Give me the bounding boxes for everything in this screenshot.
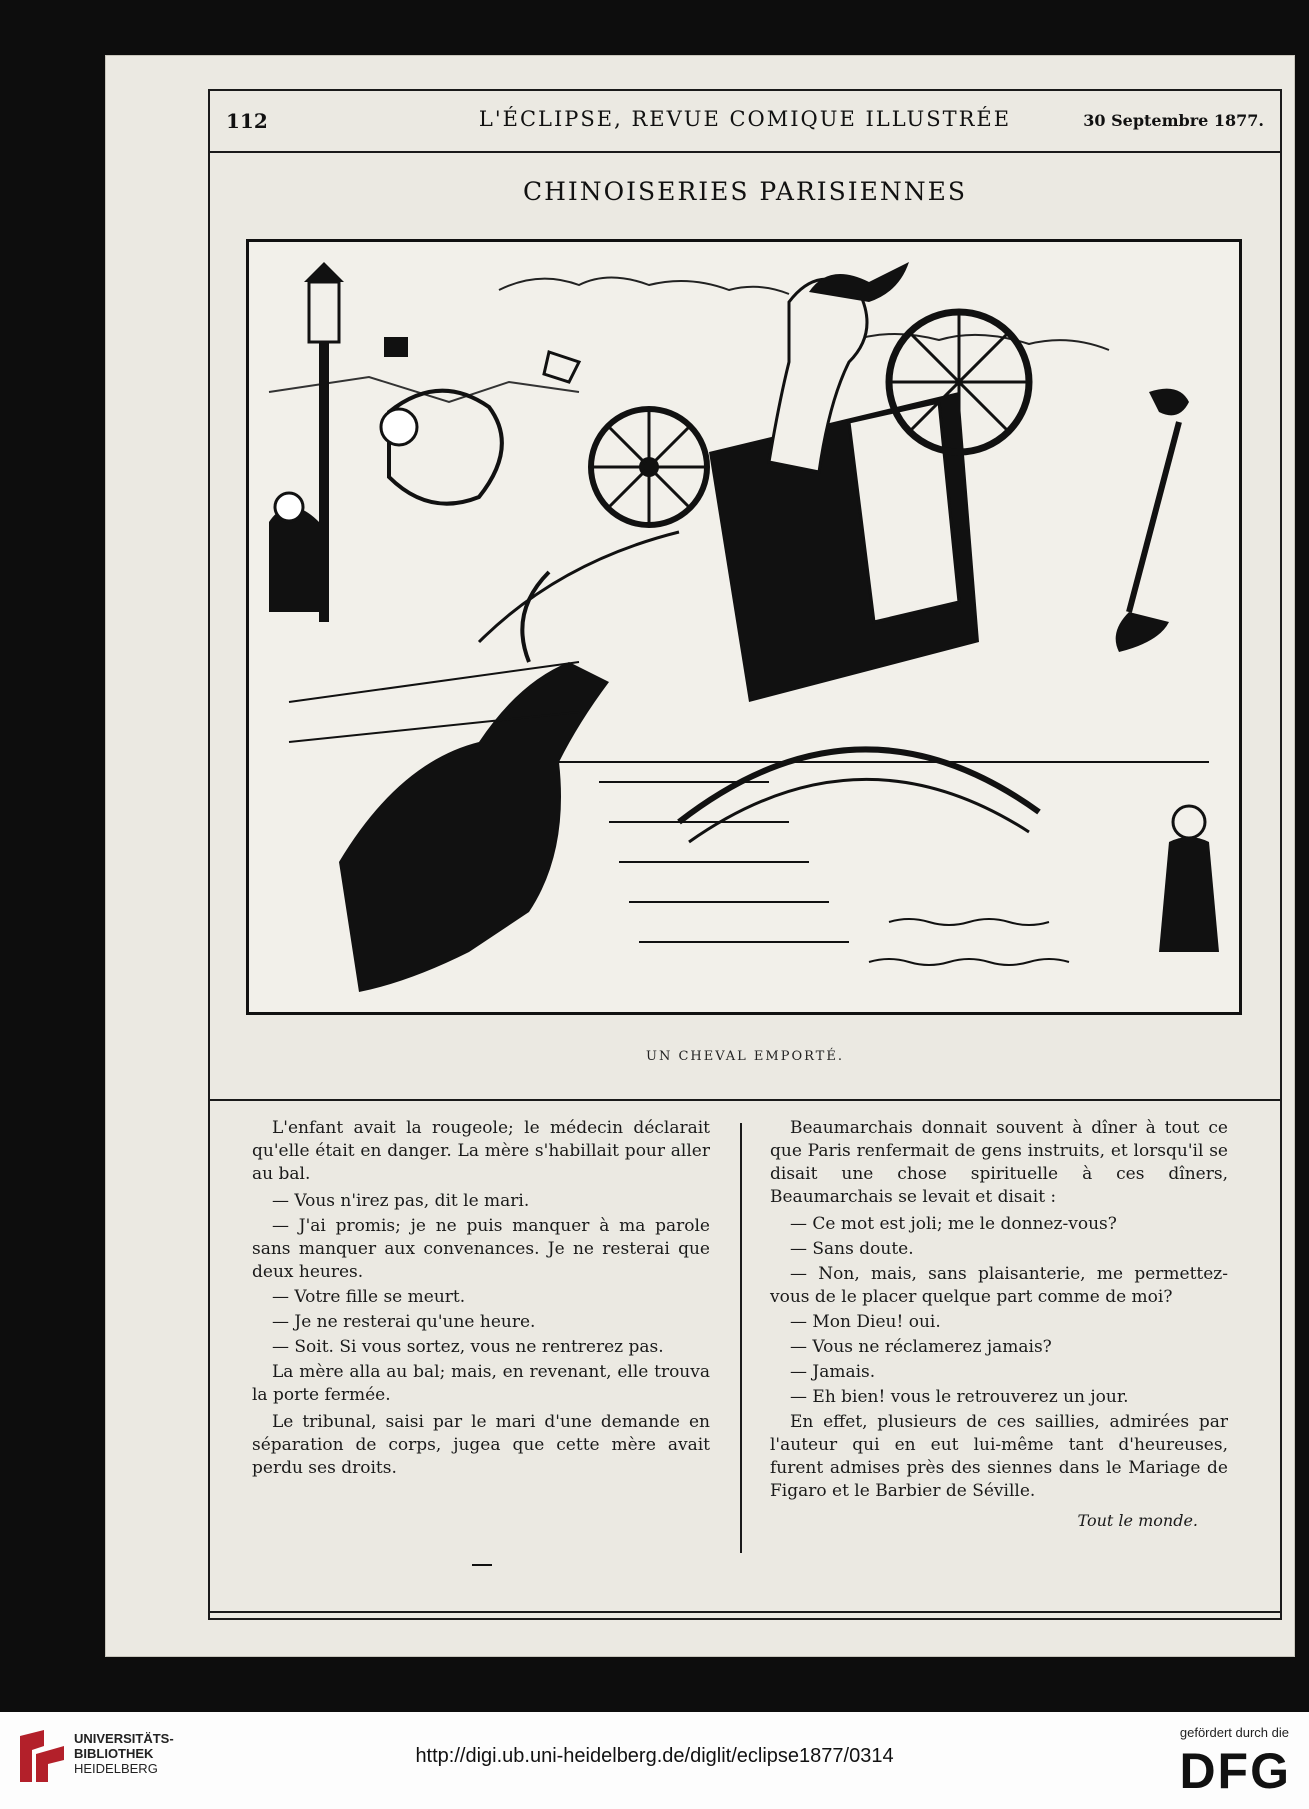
scanned-page — [106, 56, 1294, 1656]
paragraph: L'enfant avait la rougeole; le médecin déclarait qu'elle était en danger. La mère s'habillait pour aller au bal. — [252, 1118, 710, 1184]
illustration-caption: UN CHEVAL EMPORTÉ. — [646, 1049, 844, 1064]
paragraph: — Votre fille se meurt. — [272, 1287, 466, 1307]
library-name: UNIVERSITÄTS- BIBLIOTHEK HEIDELBERG — [74, 1731, 174, 1776]
paragraph: — Non, mais, sans plaisanterie, me permettez-vous de le placer quelque part comme de moi? — [770, 1264, 1228, 1307]
issue-date: 30 Septembre 1877. — [1083, 111, 1264, 130]
paragraph: — Soit. Si vous sortez, vous ne rentrerez pas. — [272, 1337, 664, 1357]
cartoon-drawing — [249, 242, 1239, 1012]
signature: Tout le monde. — [1077, 1511, 1198, 1530]
paragraph: — Eh bien! vous le retrouverez un jour. — [790, 1387, 1129, 1407]
paragraph: — Vous n'irez pas, dit le mari. — [272, 1191, 530, 1211]
journal-title: L'ÉCLIPSE, REVUE COMIQUE ILLUSTRÉE — [478, 107, 1012, 131]
digitization-footer — [0, 1712, 1309, 1809]
paragraph: — Jamais. — [790, 1362, 876, 1382]
page-number: 112 — [226, 109, 268, 133]
permalink-url[interactable]: http://digi.ub.uni-heidelberg.de/diglit/eclipse1877/0314 — [415, 1745, 894, 1767]
paragraph: La mère alla au bal; mais, en revenant, elle trouva la porte fermée. — [252, 1362, 710, 1405]
paragraph: En effet, plusieurs de ces saillies, admirées par l'auteur qui en eut lui-même tant d'heureuses, furent admises près des siennes dans le Mariage de Figaro et le Barbier de Séville. — [770, 1412, 1228, 1501]
left-column — [252, 1117, 710, 1484]
funder-label: gefördert durch die — [1179, 1725, 1289, 1740]
column-divider — [740, 1123, 742, 1553]
page-frame — [208, 89, 1282, 1620]
paragraph: — Ce mot est joli; me le donnez-vous? — [790, 1214, 1117, 1234]
right-column — [770, 1117, 1228, 1532]
dfg-logo: DFG — [1179, 1743, 1291, 1799]
paragraph: — Vous ne réclamerez jamais? — [790, 1337, 1052, 1357]
article-text-area — [210, 1099, 1280, 1613]
paragraph: — J'ai promis; je ne puis manquer à ma parole sans manquer aux convenances. Je ne resterai que deux heures. — [252, 1216, 710, 1282]
cartoon-illustration — [246, 239, 1242, 1015]
running-header — [210, 91, 1280, 153]
page-headline: CHINOISERIES PARISIENNES — [522, 177, 968, 206]
paragraph: Le tribunal, saisi par le mari d'une demande en séparation de corps, jugea que cette mère avait perdu ses droits. — [252, 1412, 710, 1478]
paragraph: — Je ne resterai qu'une heure. — [272, 1312, 536, 1332]
paragraph: — Mon Dieu! oui. — [790, 1312, 941, 1332]
paragraph: Beaumarchais donnait souvent à dîner à tout ce que Paris renfermait de gens instruits, et lorsqu'il se disait une chose spirituelle à ces dîners, Beaumarchais se levait et disait : — [770, 1118, 1228, 1207]
end-dash — [472, 1564, 492, 1566]
paragraph: — Sans doute. — [790, 1239, 914, 1259]
